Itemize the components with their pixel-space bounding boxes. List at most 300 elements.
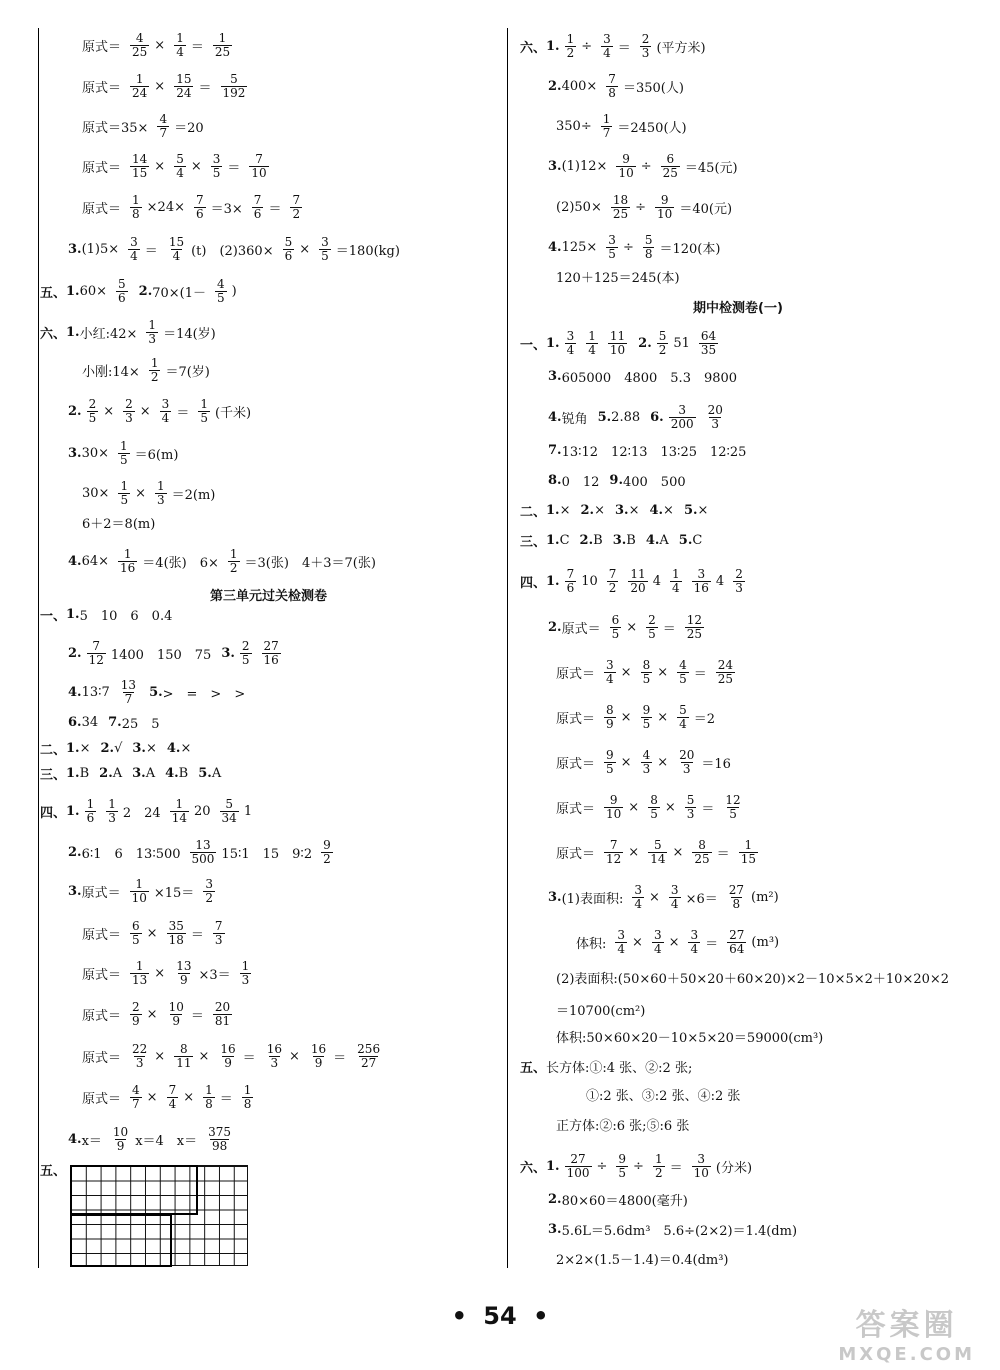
fraction	[262, 640, 281, 667]
answer-text: ＝	[701, 802, 715, 817]
question-number: 3.	[68, 242, 82, 257]
answer-text: )	[231, 284, 237, 299]
fraction	[601, 113, 613, 140]
fraction-numerator: 3	[212, 152, 221, 166]
fraction-denominator: 4	[130, 249, 138, 263]
fraction-denominator: 3	[270, 1056, 279, 1070]
left-answer-row	[82, 960, 256, 987]
answer-text: ＝	[144, 244, 158, 259]
fraction-numerator: 13	[195, 838, 211, 852]
answer-text: C	[692, 533, 703, 548]
answer-text: B	[626, 533, 636, 548]
question-number: 1.	[66, 607, 80, 622]
fraction-numerator: 9	[660, 193, 669, 207]
fraction	[85, 798, 97, 825]
question-number: 1.	[66, 804, 80, 819]
answer-text: ×	[190, 159, 202, 174]
fraction-numerator: 15	[176, 72, 192, 86]
answer-text: ÷	[596, 1159, 608, 1174]
right-answer-row	[548, 404, 730, 431]
fraction-denominator: 9	[606, 717, 614, 731]
answer-text: 5.6L＝5.6dm³ 5.6÷(2×2)＝1.4(dm)	[561, 1224, 798, 1239]
question-number: 2.	[548, 1192, 562, 1207]
fraction-numerator: 13	[120, 678, 137, 692]
fraction-numerator: 5	[225, 797, 233, 811]
answer-text: ＝	[716, 847, 730, 862]
fraction-denominator: 4	[176, 45, 184, 59]
fraction-numerator: 27	[570, 1152, 586, 1166]
left-answer-row	[40, 798, 256, 825]
fraction	[174, 1043, 193, 1070]
question-number: 4.	[548, 410, 562, 425]
answer-text: ×	[697, 503, 709, 518]
left-answer-row	[82, 1084, 258, 1111]
question-number: 3.	[614, 503, 629, 518]
left-answer-row	[82, 920, 230, 947]
question-number: 3.	[548, 369, 562, 384]
fraction	[723, 794, 742, 821]
fraction-numerator: 20	[679, 748, 695, 762]
fraction-denominator: 9	[180, 973, 188, 987]
fraction-numerator: 1	[135, 72, 144, 86]
fraction-denominator: 14	[650, 852, 666, 866]
answer-text: ×	[632, 935, 643, 950]
fraction-denominator: 3	[686, 807, 695, 821]
answer-text: 原式＝	[561, 622, 601, 637]
fraction	[283, 236, 295, 263]
answer-text: 原式＝	[556, 802, 596, 817]
answer-text: 13∶12 12∶13 13∶25 12∶25	[561, 445, 747, 460]
fraction-numerator: 10	[112, 1125, 129, 1139]
fraction	[170, 798, 189, 825]
answer-text: ×	[103, 404, 115, 419]
fraction-denominator: 3	[735, 581, 743, 595]
right-answer-row	[556, 839, 763, 866]
answer-text: 34	[81, 715, 99, 730]
right-answer-row	[520, 501, 712, 520]
fraction-numerator: 375	[208, 1125, 232, 1139]
fraction-denominator: 8	[644, 247, 653, 261]
answer-text: (t) (2)360×	[191, 244, 274, 259]
left-answer-row	[40, 764, 225, 783]
fraction	[218, 1043, 237, 1070]
question-number: 1.	[546, 39, 560, 54]
fraction	[604, 839, 623, 866]
answer-text: ＝	[219, 1092, 233, 1107]
fraction-numerator: 2	[241, 639, 250, 653]
right-answer-row	[556, 1000, 649, 1019]
left-answer-row	[68, 398, 255, 425]
fraction-denominator: 34	[221, 811, 237, 825]
fraction-denominator: 2	[654, 1166, 663, 1180]
fraction-denominator: 5	[648, 627, 656, 641]
fraction-denominator: 8	[243, 1097, 252, 1111]
left-answer-row	[68, 640, 286, 667]
answer-text: 6∶1 6 13∶500	[81, 847, 181, 862]
fraction-numerator: 2	[88, 397, 97, 411]
fraction-denominator: 35	[700, 343, 717, 357]
left-answer-row	[68, 878, 220, 905]
fraction	[174, 153, 186, 180]
answer-text: ×	[657, 755, 669, 770]
fraction-denominator: 25	[662, 166, 678, 180]
fraction	[661, 153, 680, 180]
fraction-denominator: 3	[682, 762, 691, 776]
fraction-denominator: 2	[150, 370, 159, 384]
fraction-numerator: 1	[150, 356, 159, 370]
answer-text: ×	[154, 38, 166, 53]
fraction-denominator: 10	[657, 207, 673, 221]
fraction-denominator: 5	[321, 249, 329, 263]
fraction	[290, 194, 302, 221]
answer-text: A	[112, 766, 123, 781]
fraction	[228, 548, 240, 575]
answer-text: 原式＝	[82, 968, 122, 983]
answer-text: 原式＝	[82, 1092, 122, 1107]
answer-text: 4	[652, 574, 661, 589]
answer-text: 350÷	[556, 119, 592, 134]
fraction-denominator: 64	[729, 942, 745, 956]
fraction-numerator: 9	[323, 838, 331, 852]
fraction	[167, 1001, 186, 1028]
fraction	[641, 659, 653, 686]
fraction-denominator: 4	[634, 897, 643, 911]
page-dot-left: •	[451, 1302, 467, 1330]
fraction	[692, 568, 711, 595]
answer-text: (2)50×	[556, 200, 602, 215]
answer-text: ＝	[268, 202, 282, 217]
answer-text: A	[659, 533, 669, 548]
fraction	[130, 1043, 149, 1070]
page-number-text: 54	[483, 1302, 517, 1330]
fraction-numerator: 4	[159, 112, 168, 126]
fraction-numerator: 9	[606, 748, 614, 762]
fraction	[309, 1043, 328, 1070]
fraction	[321, 839, 333, 866]
fraction-denominator: 5	[618, 1166, 627, 1180]
answer-text: ×15＝	[153, 886, 195, 901]
fraction-numerator: 1	[218, 31, 227, 45]
fraction	[119, 679, 138, 706]
answer-text: 原式＝	[82, 202, 122, 217]
answer-text: ×	[594, 503, 605, 518]
fraction	[118, 440, 130, 467]
answer-text: ＝	[176, 406, 190, 421]
fraction-denominator: 4	[176, 166, 184, 180]
answer-text: (1)5×	[81, 242, 120, 257]
fraction	[242, 1084, 254, 1111]
fraction	[652, 929, 664, 956]
fraction-numerator: 2	[648, 613, 656, 627]
right-answer-row	[556, 267, 684, 286]
answer-text: ×24×	[146, 200, 185, 215]
fraction	[677, 704, 689, 731]
answer-text: 13∶7	[81, 685, 110, 700]
fraction-numerator: 4	[217, 277, 225, 291]
question-number: 3.	[548, 159, 562, 174]
fraction	[601, 33, 613, 60]
question-number: 3.	[548, 1222, 562, 1237]
fraction	[213, 920, 225, 947]
question-number: 6.	[68, 715, 82, 730]
fraction	[716, 659, 735, 686]
answer-text: ×	[559, 503, 571, 518]
fraction-numerator: 4	[132, 1083, 140, 1097]
fraction-numerator: 1	[566, 32, 575, 46]
answer-text: 原式＝	[82, 1051, 122, 1066]
fraction-denominator: 10	[131, 891, 147, 905]
fraction-denominator: 4	[588, 343, 596, 357]
fraction-numerator: 5	[176, 152, 184, 166]
fraction-numerator: 3	[670, 883, 679, 897]
fraction	[174, 32, 186, 59]
right-answer-row	[520, 330, 723, 357]
right-answer-row	[520, 1057, 696, 1076]
fraction-numerator: 15	[168, 235, 185, 249]
fraction	[565, 568, 577, 595]
fraction-numerator: 1	[205, 1083, 213, 1097]
answer-text: ＝350(人)	[622, 81, 684, 96]
fraction-numerator: 27	[729, 928, 745, 942]
fraction-numerator: 256	[357, 1042, 381, 1056]
fraction-denominator: 2	[292, 207, 301, 221]
fraction-denominator: 27	[360, 1056, 377, 1070]
fraction-denominator: 13	[132, 973, 148, 987]
fraction	[669, 884, 681, 911]
fraction-denominator: 9	[314, 1056, 323, 1070]
answer-text: ×6＝	[685, 892, 718, 907]
fraction	[215, 278, 227, 305]
fraction	[643, 234, 655, 261]
fraction-denominator: 2	[608, 581, 617, 595]
fraction-denominator: 2	[566, 46, 575, 60]
answer-text: 原式＝	[82, 40, 122, 55]
fraction	[167, 236, 186, 263]
question-number: 2.	[100, 741, 115, 756]
fraction-numerator: 1	[108, 797, 116, 811]
fraction-numerator: 1	[135, 877, 144, 891]
fraction	[190, 839, 217, 866]
fraction	[116, 278, 128, 305]
question-number: 2.	[68, 845, 82, 860]
answer-text: ÷	[581, 39, 593, 54]
section-label: 三、	[40, 768, 67, 783]
answer-text: ＝20	[174, 121, 204, 136]
answer-text: 体积:	[576, 937, 607, 952]
fraction-denominator: 192	[222, 86, 246, 100]
grid-shape-outline-1	[70, 1165, 198, 1215]
answer-text: 60×	[79, 284, 108, 299]
fraction-denominator: 8	[732, 897, 741, 911]
fraction-denominator: 9	[116, 1139, 125, 1153]
question-number: 3.	[221, 646, 235, 661]
answer-text: ＝2450(人)	[617, 121, 687, 136]
fraction-numerator: 8	[698, 838, 706, 852]
fraction-numerator: 1	[671, 567, 680, 581]
fraction	[565, 33, 577, 60]
answer-text: 体积:50×60×20－10×5×20＝59000(cm³)	[556, 1031, 824, 1046]
answer-text: 605000 4800 5.3 9800	[561, 371, 738, 386]
right-answer-row	[548, 441, 750, 460]
fraction-numerator: 1	[654, 1152, 663, 1166]
answer-text: ＝14(岁)	[163, 327, 216, 342]
fraction	[160, 398, 172, 425]
right-answer-row	[548, 614, 709, 641]
fraction	[646, 614, 658, 641]
fraction	[265, 1043, 284, 1070]
section-label: 六、	[520, 1161, 547, 1176]
answer-text: 原式＝	[556, 712, 596, 727]
answer-text: ＝45(元)	[684, 161, 738, 176]
fraction-numerator: 3	[690, 928, 699, 942]
right-answer-row	[548, 471, 690, 490]
fraction	[174, 960, 193, 987]
answer-text: B	[178, 766, 189, 781]
fraction-denominator: 18	[168, 933, 184, 947]
fraction-denominator: 9	[224, 1056, 232, 1070]
fraction	[240, 640, 252, 667]
answer-text: ×	[628, 800, 640, 815]
answer-text: ×	[288, 1049, 300, 1064]
section-label: 六、	[520, 41, 547, 56]
fraction-denominator: 5	[729, 807, 737, 821]
fraction-denominator: 8	[608, 86, 616, 100]
answer-text: ＝180(kg)	[335, 244, 400, 259]
section-label: 五、	[40, 1164, 67, 1179]
answer-text: x＝	[81, 1134, 102, 1149]
answer-text: 1	[243, 804, 253, 819]
center-divider-line	[507, 28, 508, 1268]
fraction	[130, 960, 149, 987]
answer-text: ×	[154, 1049, 166, 1064]
fraction-numerator: 11	[609, 329, 626, 343]
question-number: 4.	[645, 533, 660, 548]
answer-text: 长方体:①:4 张、②:2 张;	[546, 1061, 693, 1076]
fraction-denominator: 6	[253, 207, 262, 221]
fraction-numerator: 1	[241, 959, 250, 973]
fraction-denominator: 4	[671, 581, 680, 595]
fraction	[130, 194, 142, 221]
fraction-numerator: 1	[123, 547, 132, 561]
answer-text: ＝	[617, 41, 631, 56]
question-number: 2.	[579, 533, 594, 548]
fraction-numerator: 4	[642, 748, 651, 762]
fraction-denominator: 2	[323, 852, 331, 866]
fraction-numerator: 12	[725, 793, 741, 807]
question-number: 2.	[68, 646, 82, 661]
answer-text: (分米)	[715, 1161, 753, 1176]
right-answer-row	[548, 884, 783, 911]
question-number: 1.	[546, 336, 560, 351]
right-answer-row	[556, 749, 735, 776]
fraction-numerator: 1	[120, 479, 129, 493]
answer-text: 原式＝	[82, 1009, 122, 1024]
answer-text: ×	[135, 486, 146, 501]
section-label: 四、	[520, 576, 547, 591]
fraction-denominator: 16	[120, 561, 136, 575]
fraction-numerator: 7	[168, 1083, 177, 1097]
fraction-numerator: 24	[717, 658, 734, 672]
fraction-denominator: 3	[641, 46, 650, 60]
fraction-numerator: 5	[679, 703, 687, 717]
fraction-denominator: 4	[670, 897, 679, 911]
answer-text: 10	[581, 574, 598, 589]
fraction-numerator: 8	[606, 703, 614, 717]
section-label: 五、	[40, 286, 67, 301]
answer-text: 4	[715, 574, 725, 589]
answer-text: ＝	[190, 928, 204, 943]
fraction-denominator: 5	[650, 807, 658, 821]
answer-text: ＝	[705, 937, 719, 952]
left-answer-row	[82, 513, 159, 532]
answer-text: ＝	[227, 161, 241, 176]
fraction-numerator: 1	[176, 31, 184, 45]
fraction-numerator: 6	[611, 613, 620, 627]
fraction-denominator: 5	[120, 453, 128, 467]
question-number: 1.	[546, 533, 560, 548]
fraction-denominator: 3	[108, 811, 116, 825]
question-number: 7.	[548, 443, 562, 458]
answer-text: ＝	[198, 81, 212, 96]
answer-text: ×	[198, 1049, 210, 1064]
fraction	[130, 1084, 142, 1111]
fraction	[739, 839, 758, 866]
fraction-numerator: 3	[566, 329, 575, 343]
fraction	[677, 749, 696, 776]
question-number: 2.	[99, 766, 113, 781]
watermark-line1: 答案圈	[855, 1308, 958, 1343]
left-margin-line	[38, 28, 39, 1268]
fraction-numerator: 3	[603, 32, 611, 46]
fraction	[206, 1126, 233, 1153]
answer-text: ＝	[190, 1009, 204, 1024]
fraction	[616, 1153, 628, 1180]
answer-text: 80×60＝4800(毫升)	[561, 1194, 688, 1209]
fraction	[213, 1001, 232, 1028]
answer-text: ①:2 张、③:2 张、④:2 张	[586, 1089, 741, 1104]
answer-text: ×	[145, 741, 157, 756]
fraction-numerator: 7	[195, 193, 204, 207]
question-number: 5.	[597, 410, 612, 425]
fraction-denominator: 3	[711, 417, 720, 431]
fraction	[677, 659, 689, 686]
answer-text: ＝	[190, 40, 204, 55]
fraction	[727, 884, 746, 911]
question-number: 3.	[68, 446, 82, 461]
fraction-numerator: 18	[612, 193, 629, 207]
fraction-denominator: 11	[176, 1056, 192, 1070]
fraction-denominator: 4	[168, 1097, 177, 1111]
answer-text: 正方体:②:6 张;⑤:6 张	[556, 1119, 690, 1134]
answer-text: ＝3×	[210, 202, 243, 217]
fraction	[604, 794, 623, 821]
fraction-denominator: 4	[566, 343, 575, 357]
fraction-numerator: 8	[180, 1042, 188, 1056]
fraction-numerator: 3	[321, 235, 329, 249]
answer-text: (1)表面积:	[561, 892, 624, 907]
fraction-denominator: 100	[566, 1166, 590, 1180]
fraction-numerator: 5	[654, 838, 662, 852]
fraction-denominator: 15	[132, 166, 148, 180]
fraction-numerator: 1	[243, 1083, 252, 1097]
answer-text: ＝10700(cm²)	[556, 1004, 646, 1019]
fraction-numerator: 7	[609, 838, 618, 852]
answer-text: ×	[299, 242, 311, 257]
fraction-numerator: 20	[214, 1000, 231, 1014]
fraction	[130, 878, 149, 905]
fraction-denominator: 10	[693, 1166, 709, 1180]
section-label: 四、	[40, 806, 67, 821]
